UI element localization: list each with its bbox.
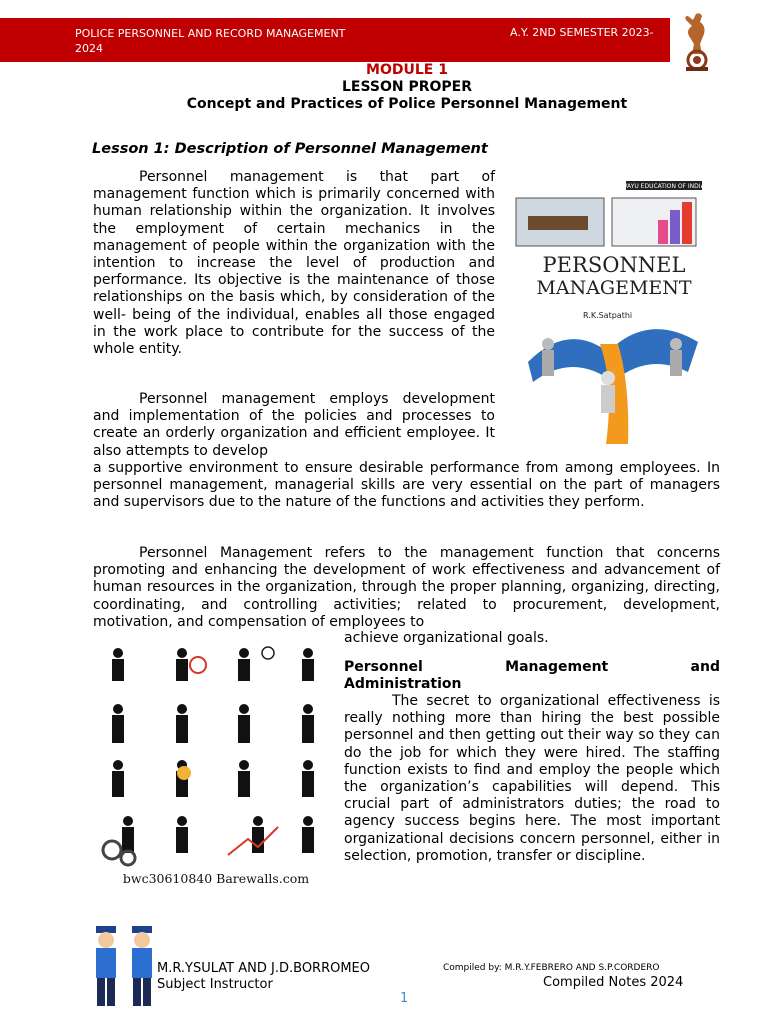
paragraph-1 (93, 169, 495, 358)
book-publisher: VAYU EDUCATION OF INDIA (623, 183, 705, 190)
paragraph-1-text: Personnel management is that part of management function which is primarily concerned with human relationship within the organization. It involves the employment of certain mechanics in the management of people within the organization with the intention to increase the level of production and performance. Its objective is the maintenance of those relationships on the basis which, by consideration of the well- being of the individual, enables all those engaged in the work place to contribute for the success of the whole entity. (93, 169, 495, 358)
section-heading-line1: Personnel Management and (344, 659, 720, 675)
footer-instructor-role: Subject Instructor (157, 977, 273, 992)
paragraph-3-end: achieve organizational goals. (344, 630, 549, 646)
book-title-line2: MANAGEMENT (536, 277, 692, 299)
police-officers-image (88, 924, 160, 1010)
paragraph-2a (93, 391, 495, 460)
footer-compiled-by: Compiled by: M.R.Y.FEBRERO AND S.P.CORDERO (443, 963, 660, 973)
section-body (344, 693, 720, 865)
book-author: R.K.Satpathi (583, 311, 633, 320)
page-number: 1 (400, 991, 409, 1006)
footer-compiled-notes: Compiled Notes 2024 (543, 975, 684, 990)
cartoon-caption: bwc30610840 Barewalls.com (122, 871, 310, 886)
header-course-title: POLICE PERSONNEL AND RECORD MANAGEMENT 2024 (75, 27, 346, 55)
footer-instructors (157, 961, 370, 993)
header-academic-year: A.Y. 2ND SEMESTER 2023- (510, 26, 654, 39)
book-cover-image (508, 172, 720, 454)
section-body-text: The secret to organizational effectiveness is really nothing more than hiring the best possible personnel and then getting out their way so they can do the job for which they were hired. The staffing function exists to find and employ the people which the organization’s capabilities will depend. This crucial part of administrators duties; the road to agency success begins here. The most important organizational decisions concern personnel, either in selection, promotion, transfer or discipline. (344, 693, 720, 864)
paragraph-3-text: Personnel Management refers to the management function that concerns promoting and enhancing the development of work effectiveness and advancement of human resources in the organization, through the proper planning, organizing, directing, coordinating, and controlling activities; related to procurement, development, motivation, and compensation of employees to (93, 545, 720, 630)
concept-title: Concept and Practices of Police Personnel Management (186, 96, 628, 112)
paragraph-2b: a supportive environment to ensure desirable performance from among employees. In personnel management, managerial skills are very essential on the part of managers and supervisors due to the nature of the functions and activities they perform. (93, 460, 720, 511)
lesson-proper-title: LESSON PROPER (341, 79, 473, 95)
title-block (0, 62, 768, 113)
book-title-line1: PERSONNEL (542, 253, 686, 277)
header-bar (0, 18, 670, 62)
business-cartoons-image (98, 645, 334, 889)
paragraph-2a-text: Personnel management employs development and implementation of the policies and processes to create an orderly organization and efficient employee. It also attempts to develop (93, 391, 495, 459)
paragraph-3 (93, 545, 720, 631)
section-heading-line2: Administration (344, 676, 462, 692)
lesson-heading: Lesson 1: Description of Personnel Management (92, 141, 488, 157)
module-title: MODULE 1 (366, 62, 448, 78)
footer-instructor-names: M.R.YSULAT AND J.D.BORROMEO (157, 961, 371, 976)
